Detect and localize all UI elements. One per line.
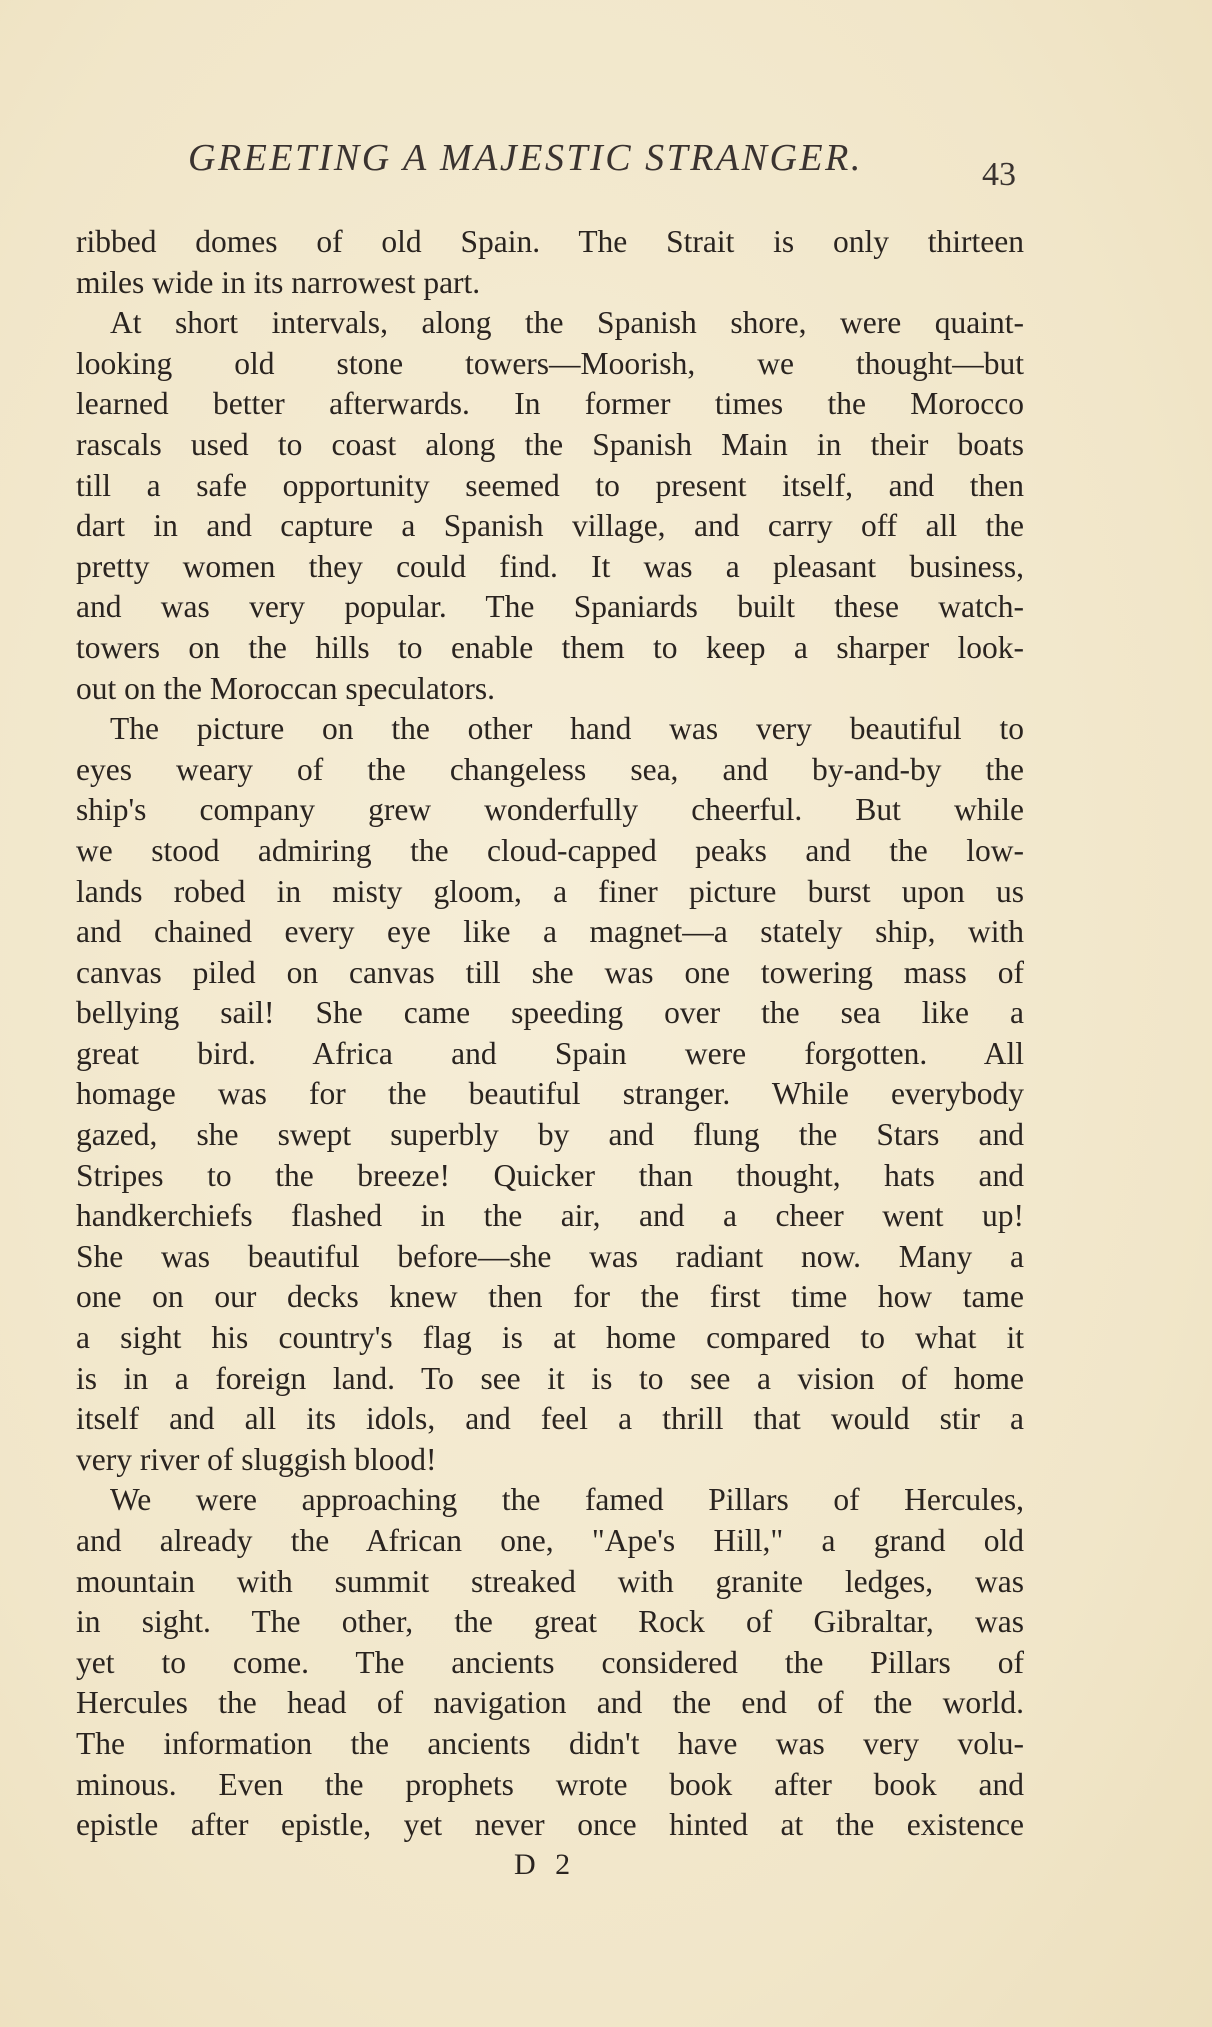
text-line: in sight. The other, the great Rock of Gibraltar, was: [76, 1604, 1024, 1640]
text-line: till a safe opportunity seemed to present itself, and then: [76, 467, 1024, 503]
text-line: She was beautiful before—she was radiant now. Many a: [76, 1238, 1024, 1274]
text-line: out on the Moroccan speculators.: [76, 670, 496, 706]
text-line: very river of sluggish blood!: [76, 1441, 437, 1477]
body-text: [76, 222, 1024, 1846]
text-line: mountain with summit streaked with granite ledges, was: [76, 1563, 1024, 1599]
text-line: pretty women they could find. It was a pleasant business,: [76, 548, 1024, 584]
text-line: and chained every eye like a magnet—a stately ship, with: [76, 914, 1024, 950]
text-line: bellying sail! She came speeding over the sea like a: [76, 995, 1024, 1031]
text-line: and already the African one, "Ape's Hill," a grand old: [76, 1523, 1024, 1558]
text-line: homage was for the beautiful stranger. While everybody: [76, 1076, 1024, 1112]
signature-mark: D 2: [514, 1848, 577, 1881]
text-line: Stripes to the breeze! Quicker than thought, hats and: [76, 1157, 1024, 1193]
text-line: great bird. Africa and Spain were forgotten. All: [76, 1035, 1024, 1071]
text-line: rascals used to coast along the Spanish Main in their boats: [76, 426, 1024, 462]
text-line: towers on the hills to enable them to keep a sharper look-: [76, 629, 1024, 665]
text-line: dart in and capture a Spanish village, and carry off all the: [76, 508, 1024, 544]
text-line: and was very popular. The Spaniards built these watch-: [76, 589, 1024, 625]
text-line: epistle after epistle, yet never once hinted at the existence: [76, 1807, 1024, 1843]
text-line: lands robed in misty gloom, a finer picture burst upon us: [76, 873, 1024, 909]
text-line: eyes weary of the changeless sea, and by-and-by the: [76, 751, 1024, 787]
text-line: looking old stone towers—Moorish, we thought—but: [76, 345, 1024, 381]
text-line: we stood admiring the cloud-capped peaks and the low-: [76, 832, 1024, 868]
text-line: handkerchiefs flashed in the air, and a cheer went up!: [76, 1198, 1024, 1234]
text-line: learned better afterwards. In former times the Morocco: [76, 386, 1024, 422]
text-line: a sight his country's flag is at home compared to what it: [76, 1320, 1024, 1356]
text-line: minous. Even the prophets wrote book after book and: [76, 1766, 1024, 1802]
text-line: ribbed domes of old Spain. The Strait is only thirteen: [76, 224, 1024, 259]
text-line: yet to come. The ancients considered the Pillars of: [76, 1644, 1024, 1680]
text-line: The picture on the other hand was very beautiful to: [110, 711, 1024, 747]
text-line: At short intervals, along the Spanish shore, were quaint-: [110, 305, 1024, 341]
text-line: The information the ancients didn't have was very volu-: [76, 1725, 1024, 1761]
text-line: Hercules the head of navigation and the end of the world.: [76, 1685, 1024, 1721]
text-line: We were approaching the famed Pillars of Hercules,: [110, 1482, 1024, 1518]
text-line: ship's company grew wonderfully cheerful. But while: [76, 792, 1024, 828]
text-line: canvas piled on canvas till she was one towering mass of: [76, 954, 1024, 990]
text-line: itself and all its idols, and feel a thrill that would stir a: [76, 1401, 1024, 1437]
text-line: miles wide in its narrowest part.: [76, 264, 481, 300]
running-title: GREETING A MAJESTIC STRANGER.: [188, 137, 863, 179]
text-line: gazed, she swept superbly by and flung the Stars and: [76, 1117, 1024, 1153]
page-number: 43: [982, 156, 1016, 193]
text-line: one on our decks knew then for the first time how tame: [76, 1279, 1024, 1315]
text-line: is in a foreign land. To see it is to see a vision of home: [76, 1360, 1024, 1396]
